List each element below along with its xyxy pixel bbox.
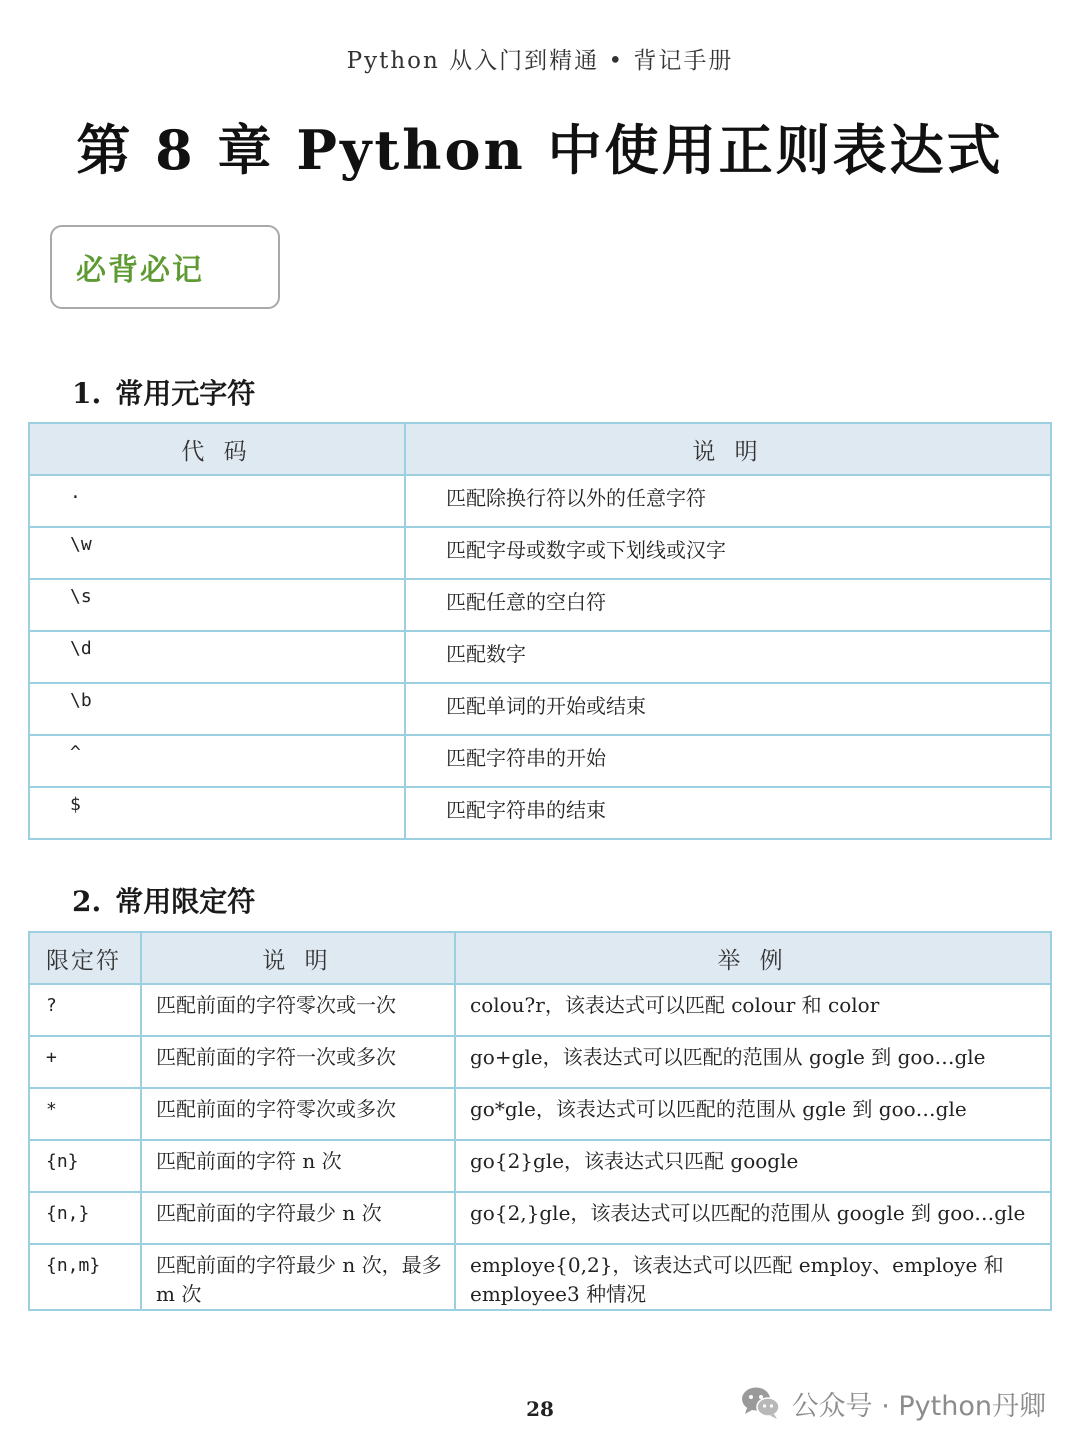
table-header-row	[29, 423, 1051, 475]
chapter-title: 第 8 章 Python 中使用正则表达式	[76, 118, 1004, 182]
table-row	[29, 631, 1051, 683]
example-cell: go*gle，该表达式可以匹配的范围从 ggle 到 goo…gle	[455, 1088, 1051, 1140]
section-heading-metacharacters	[72, 372, 255, 412]
page-number: 28	[526, 1397, 554, 1421]
table-row	[29, 527, 1051, 579]
description-cell: 匹配字母或数字或下划线或汉字	[405, 527, 1051, 579]
example-cell: go{2}gle，该表达式只匹配 google	[455, 1140, 1051, 1192]
column-header-quantifier: 限定符	[29, 932, 141, 984]
example-cell: employe{0,2}，该表达式可以匹配 employ、employe 和 employee3 种情况	[455, 1244, 1051, 1310]
column-header-description: 说 明	[405, 423, 1051, 475]
table-row	[29, 787, 1051, 839]
description-cell: 匹配前面的字符零次或一次	[141, 984, 455, 1036]
metacharacter-table	[28, 422, 1052, 840]
code-cell: \w	[29, 527, 405, 579]
section-number: 1.	[72, 377, 102, 410]
watermark	[740, 1383, 1046, 1423]
example-cell: go{2,}gle，该表达式可以匹配的范围从 google 到 goo…gle	[455, 1192, 1051, 1244]
description-cell: 匹配前面的字符一次或多次	[141, 1036, 455, 1088]
description-cell: 匹配前面的字符最少 n 次	[141, 1192, 455, 1244]
table-row	[29, 579, 1051, 631]
description-cell: 匹配任意的空白符	[405, 579, 1051, 631]
column-header-code: 代 码	[29, 423, 405, 475]
section-title: 常用元字符	[115, 377, 256, 410]
code-cell: .	[29, 475, 405, 527]
must-memorize-callout	[50, 225, 280, 309]
description-cell: 匹配单词的开始或结束	[405, 683, 1051, 735]
code-cell: \b	[29, 683, 405, 735]
section-number: 2.	[72, 885, 102, 918]
code-cell: $	[29, 787, 405, 839]
quantifier-cell: {n,}	[29, 1192, 141, 1244]
table-row	[29, 475, 1051, 527]
watermark-text: 公众号 · Python丹卿	[791, 1390, 1046, 1422]
description-cell: 匹配字符串的结束	[405, 787, 1051, 839]
description-cell: 匹配前面的字符最少 n 次，最多 m 次	[141, 1244, 455, 1310]
description-cell: 匹配字符串的开始	[405, 735, 1051, 787]
table-row	[29, 683, 1051, 735]
table-row	[29, 1192, 1051, 1244]
quantifier-cell: ?	[29, 984, 141, 1036]
column-header-example: 举 例	[455, 932, 1051, 984]
running-header: Python 从入门到精通 • 背记手册	[346, 48, 734, 74]
quantifier-cell: *	[29, 1088, 141, 1140]
code-cell: ^	[29, 735, 405, 787]
quantifier-cell: +	[29, 1036, 141, 1088]
example-cell: colou?r，该表达式可以匹配 colour 和 color	[455, 984, 1051, 1036]
section-title: 常用限定符	[115, 885, 256, 918]
callout-label: 必背必记	[76, 253, 204, 288]
table-row	[29, 984, 1051, 1036]
description-cell: 匹配前面的字符零次或多次	[141, 1088, 455, 1140]
example-cell: go+gle，该表达式可以匹配的范围从 gogle 到 goo…gle	[455, 1036, 1051, 1088]
quantifier-table	[28, 931, 1052, 1311]
column-header-description: 说 明	[141, 932, 455, 984]
table-row	[29, 1036, 1051, 1088]
table-header-row	[29, 932, 1051, 984]
description-cell: 匹配除换行符以外的任意字符	[405, 475, 1051, 527]
code-cell: \d	[29, 631, 405, 683]
description-cell: 匹配数字	[405, 631, 1051, 683]
table-row	[29, 1244, 1051, 1310]
code-cell: \s	[29, 579, 405, 631]
table-row	[29, 1140, 1051, 1192]
table-row	[29, 735, 1051, 787]
quantifier-cell: {n,m}	[29, 1244, 141, 1310]
table-row	[29, 1088, 1051, 1140]
description-cell: 匹配前面的字符 n 次	[141, 1140, 455, 1192]
quantifier-cell: {n}	[29, 1140, 141, 1192]
wechat-icon	[740, 1385, 782, 1421]
section-heading-quantifiers	[72, 880, 255, 920]
